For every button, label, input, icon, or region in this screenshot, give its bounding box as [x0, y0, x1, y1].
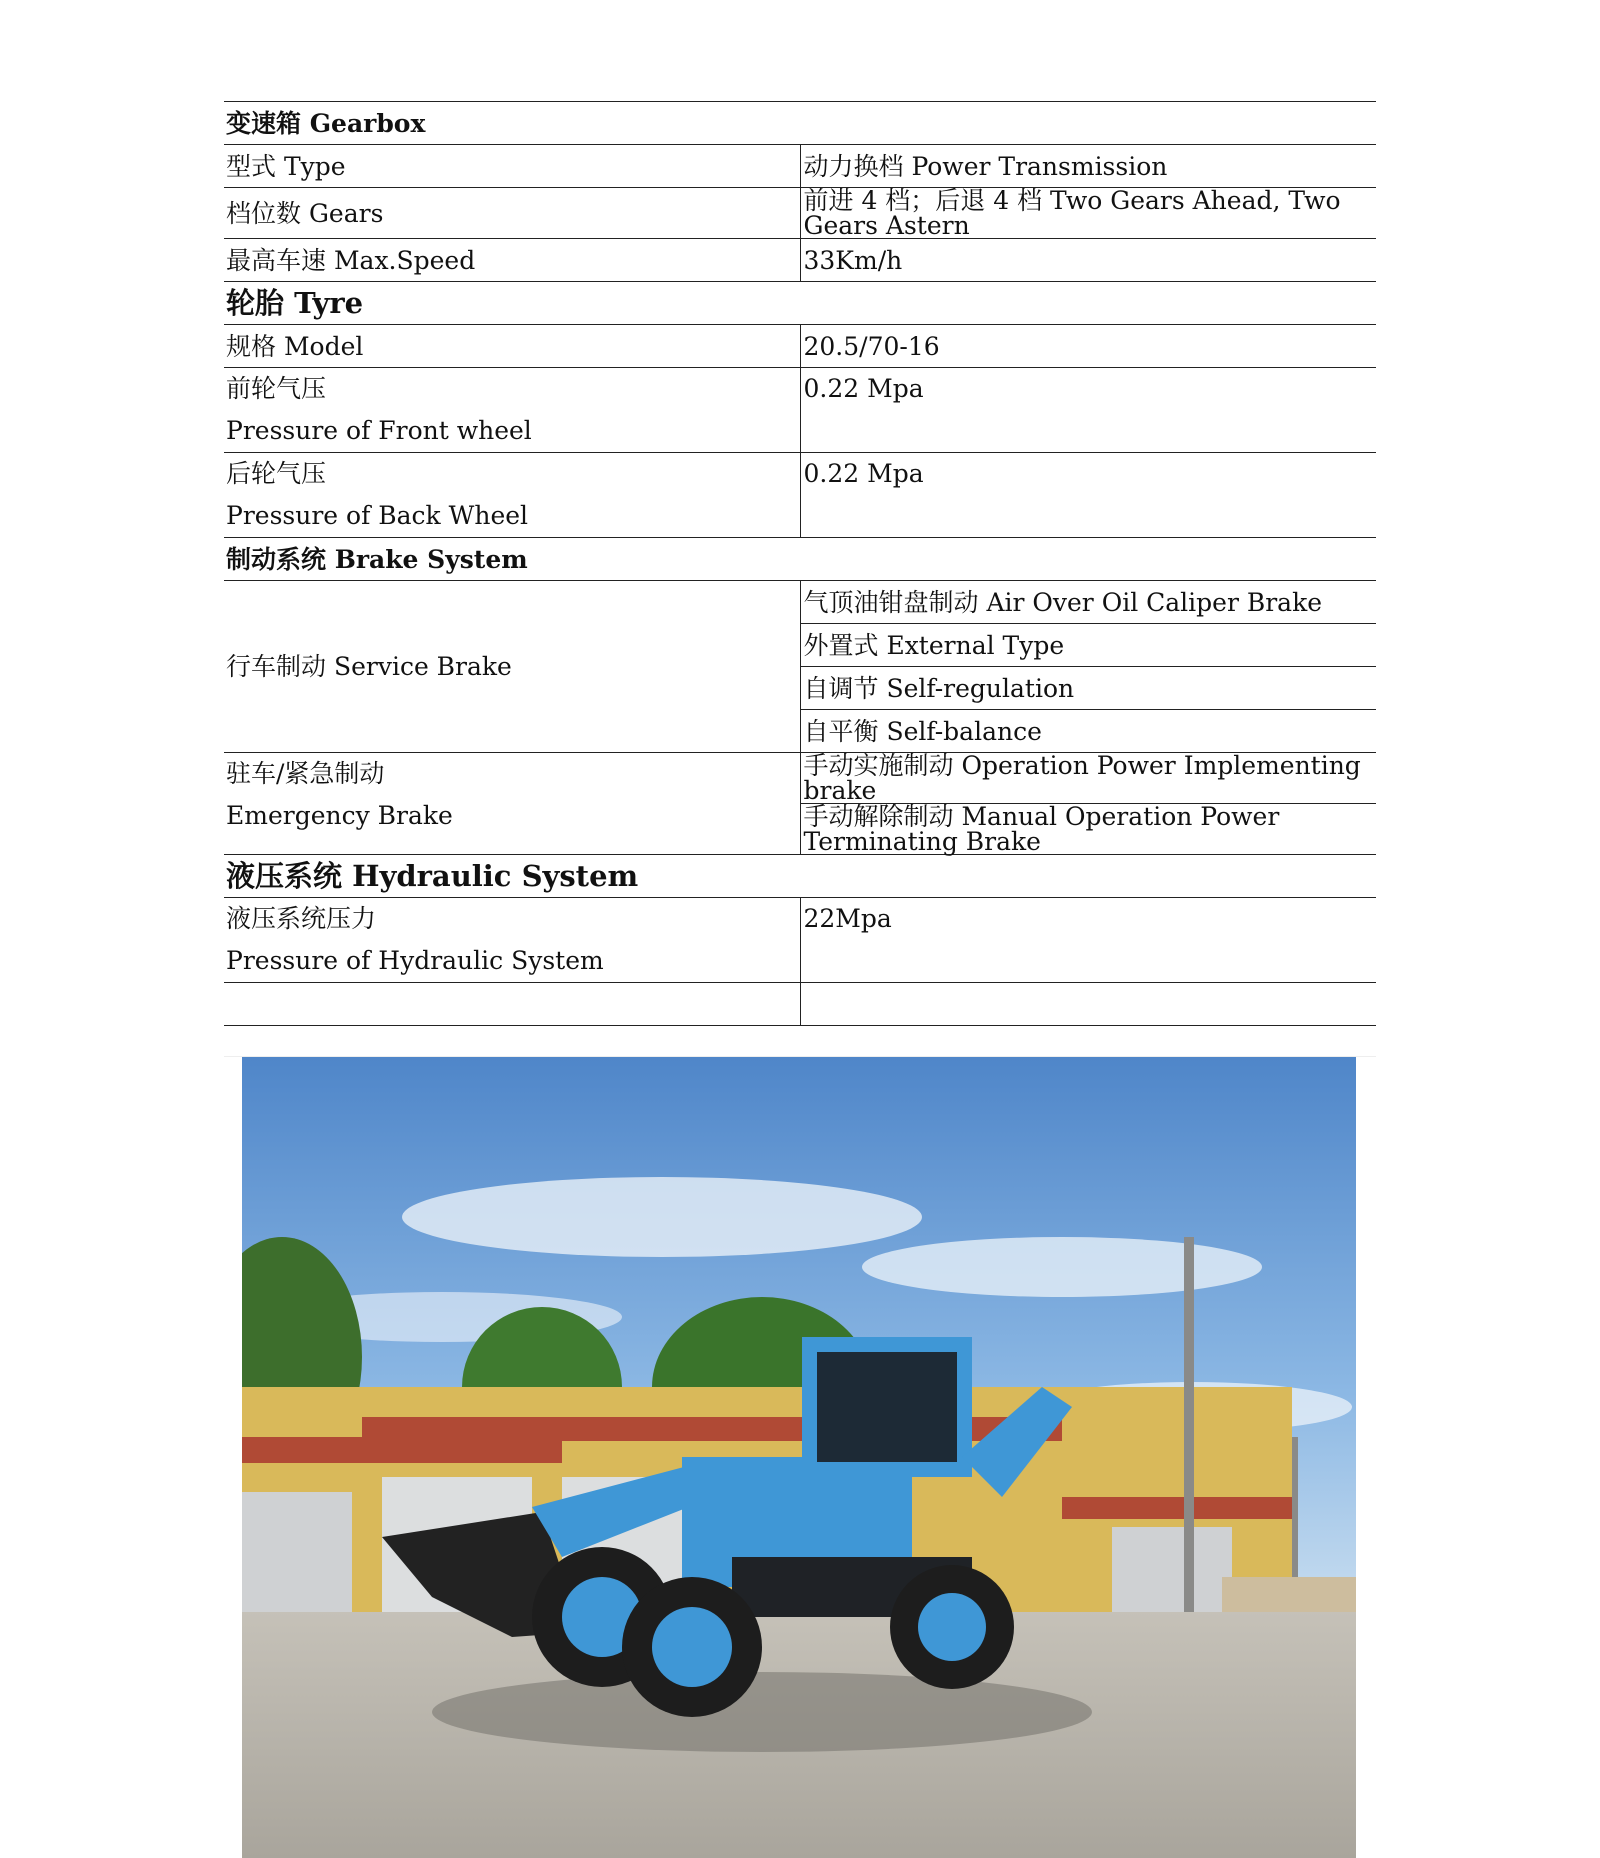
gearbox-speed-value: 33Km/h [800, 239, 1376, 282]
tyre-front-label [224, 368, 800, 453]
hydraulic-pressure-label-cn: 液压系统压力 [226, 904, 377, 933]
service-brake-value-1: 气顶油钳盘制动 Air Over Oil Caliper Brake [800, 581, 1376, 624]
section-title-brake: 制动系统 Brake System [224, 538, 1376, 581]
emergency-brake-label-en: Emergency Brake [226, 801, 453, 830]
hydraulic-pressure-value: 22Mpa [803, 904, 892, 933]
garage-door [1112, 1527, 1232, 1617]
tyre-back-value: 0.22 Mpa [803, 459, 924, 488]
tyre-back-label [224, 453, 800, 538]
tyre-model-value: 20.5/70-16 [800, 325, 1376, 368]
service-brake-value-3: 自调节 Self-regulation [800, 667, 1376, 710]
emergency-brake-label [224, 753, 800, 855]
service-brake-value-4: 自平衡 Self-balance [800, 710, 1376, 753]
gearbox-gears-value: 前进 4 档；后退 4 档 Two Gears Ahead, Two Gears Astern [800, 188, 1376, 239]
gearbox-speed-label: 最高车速 Max.Speed [224, 239, 800, 282]
spec-table [224, 101, 1376, 1026]
tyre-back-label-cn: 后轮气压 [226, 459, 327, 488]
tyre-front-label-cn: 前轮气压 [226, 374, 327, 403]
machine-shadow [432, 1672, 1092, 1752]
emergency-brake-label-cn: 驻车/紧急制动 [226, 759, 385, 788]
garage-door [242, 1492, 352, 1612]
cloud [862, 1237, 1262, 1297]
gearbox-gears-label: 档位数 Gears [224, 188, 800, 239]
section-title-gearbox: 变速箱 Gearbox [224, 102, 1376, 145]
service-brake-value-2: 外置式 External Type [800, 624, 1376, 667]
utility-pole [1184, 1237, 1194, 1617]
tyre-back-value-cell [800, 453, 1376, 538]
table-trailer-space [224, 1012, 1376, 1057]
emergency-brake-value-2: 手动解除制动 Manual Operation Power Terminating Brake [800, 804, 1376, 855]
emergency-brake-value-1: 手动实施制动 Operation Power Implementing brake [800, 753, 1376, 804]
gearbox-type-label: 型式 Type [224, 145, 800, 188]
hydraulic-pressure-label-en: Pressure of Hydraulic System [226, 946, 604, 975]
backhoe-loader-photo [242, 1057, 1356, 1858]
tyre-model-label: 规格 Model [224, 325, 800, 368]
roof [1062, 1497, 1292, 1519]
tyre-front-value: 0.22 Mpa [803, 374, 924, 403]
tyre-front-value-cell [800, 368, 1376, 453]
rear-wheel-hub [918, 1593, 986, 1661]
service-brake-label: 行车制动 Service Brake [224, 581, 800, 753]
section-title-tyre: 轮胎 Tyre [224, 282, 1376, 325]
section-title-hydraulic: 液压系统 Hydraulic System [224, 855, 1376, 898]
front-wheel-hub [652, 1607, 732, 1687]
cab-window [817, 1352, 957, 1462]
tyre-back-label-en: Pressure of Back Wheel [226, 501, 529, 530]
gearbox-type-value: 动力换档 Power Transmission [800, 145, 1376, 188]
hydraulic-pressure-value-cell [800, 898, 1376, 983]
tyre-front-label-en: Pressure of Front wheel [226, 416, 532, 445]
hydraulic-pressure-label [224, 898, 800, 983]
cloud [402, 1177, 922, 1257]
